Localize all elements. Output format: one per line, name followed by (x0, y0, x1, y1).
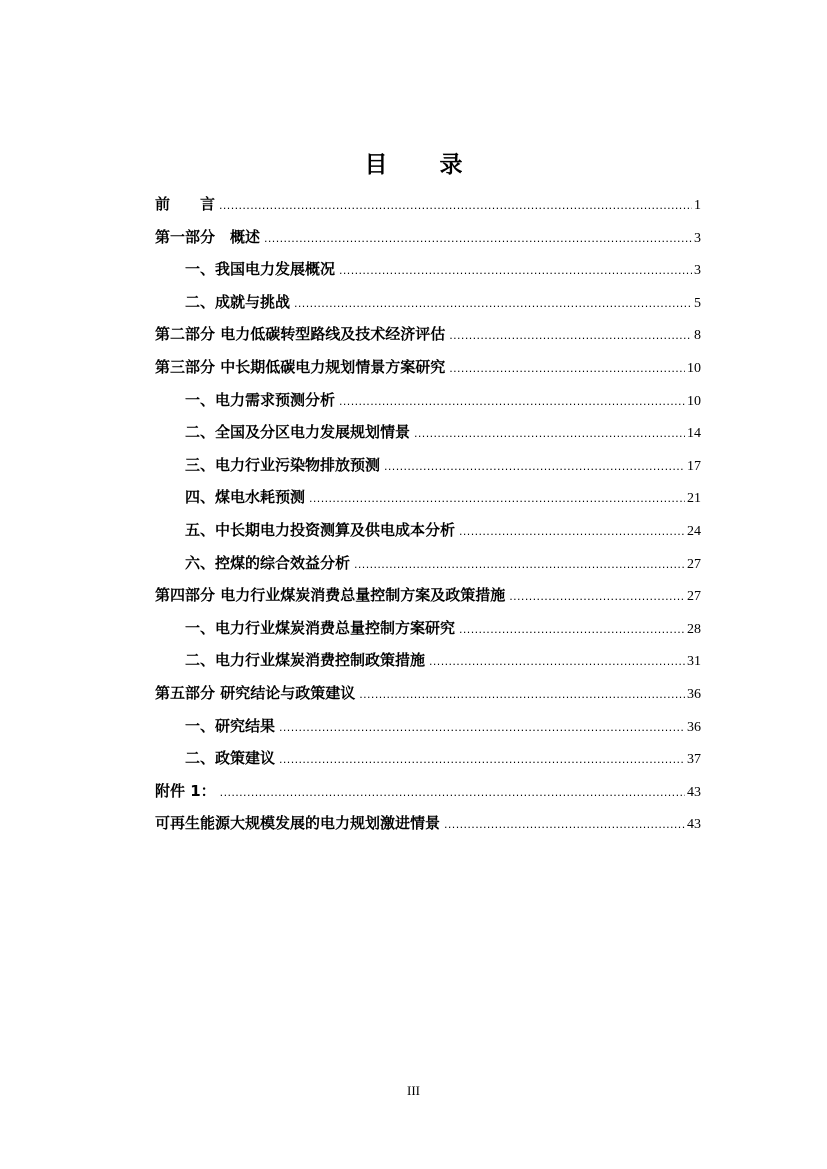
toc-entry-label: 一、研究结果 (185, 716, 276, 735)
toc-entry[interactable] (155, 188, 701, 221)
toc-entry[interactable] (155, 481, 701, 514)
toc-dot-leader (279, 712, 685, 745)
toc-entry-page: 36 (687, 719, 701, 735)
toc-entry-page: 5 (694, 295, 701, 311)
page-title: 目 录 (364, 152, 485, 178)
toc-entry[interactable] (155, 807, 701, 840)
toc-entry[interactable] (155, 612, 701, 645)
toc-entry[interactable] (155, 710, 701, 743)
toc-entry-label: 五、中长期电力投资测算及供电成本分析 (185, 520, 456, 539)
toc-entry-page: 10 (687, 360, 701, 376)
toc-dot-leader (429, 646, 685, 679)
page-number: III (407, 1083, 420, 1098)
toc-dot-leader (414, 418, 685, 451)
toc-dot-leader (444, 809, 685, 842)
toc-entry-page: 28 (687, 621, 701, 637)
toc-entry[interactable] (155, 514, 701, 547)
toc-dot-leader (339, 255, 692, 288)
toc-entry-page: 14 (687, 426, 701, 442)
toc-dot-leader (309, 483, 685, 516)
toc-entry-label: 二、电力行业煤炭消费控制政策措施 (185, 651, 426, 670)
toc-entry-page: 27 (687, 589, 701, 605)
toc-entry-label: 第三部分 中长期低碳电力规划情景方案研究 (155, 357, 446, 376)
toc-entry[interactable] (155, 351, 701, 384)
toc-entry-page: 31 (687, 654, 701, 670)
toc-entry[interactable] (155, 677, 701, 710)
toc-entry[interactable] (155, 253, 701, 286)
toc-entry-page: 27 (687, 556, 701, 572)
toc-entry-label: 一、我国电力发展概况 (185, 260, 336, 279)
toc-entry-label: 三、电力行业污染物排放预测 (185, 455, 381, 474)
toc-entry[interactable] (155, 644, 701, 677)
toc-entry-page: 36 (687, 686, 701, 702)
toc-entry-label: 六、控煤的综合效益分析 (185, 553, 351, 572)
toc-entry-label: 二、成就与挑战 (185, 292, 291, 311)
toc-entry-page: 3 (694, 230, 701, 246)
toc-entry-page: 37 (687, 752, 701, 768)
toc-entry[interactable] (155, 318, 701, 351)
toc-entry-label: 第四部分 电力行业煤炭消费总量控制方案及政策措施 (155, 586, 506, 605)
toc-dot-leader (220, 777, 685, 810)
toc-dot-leader (354, 549, 685, 582)
toc-dot-leader (459, 516, 685, 549)
toc-entry-label: 第二部分 电力低碳转型路线及技术经济评估 (155, 325, 446, 344)
toc-entry-label: 第五部分 研究结论与政策建议 (155, 683, 356, 702)
toc-entry-page: 17 (687, 458, 701, 474)
toc-entry-label: 二、全国及分区电力发展规划情景 (185, 423, 411, 442)
toc-entry-label: 一、电力行业煤炭消费总量控制方案研究 (185, 618, 456, 637)
toc-dot-leader (384, 451, 685, 484)
toc-dot-leader (339, 386, 685, 419)
toc-entry-page: 3 (694, 263, 701, 279)
toc-entry[interactable] (155, 579, 701, 612)
toc-dot-leader (449, 320, 692, 353)
toc-entry-label: 二、政策建议 (185, 749, 276, 768)
toc-entry[interactable] (155, 286, 701, 319)
toc-entry[interactable] (155, 384, 701, 417)
toc-entry-label: 四、煤电水耗预测 (185, 488, 306, 507)
toc-dot-leader (459, 614, 685, 647)
toc-entry-page: 24 (687, 523, 701, 539)
toc-dot-leader (219, 190, 692, 223)
toc-entry[interactable] (155, 449, 701, 482)
toc-entry-page: 21 (687, 491, 701, 507)
toc-dot-leader (279, 744, 685, 777)
toc-entry-page: 43 (687, 817, 701, 833)
toc-entry-page: 10 (687, 393, 701, 409)
toc-dot-leader (509, 581, 685, 614)
toc-dot-leader (294, 288, 692, 321)
toc-dot-leader (449, 353, 685, 386)
toc-entry-label: 附件 1： (155, 781, 216, 800)
toc-entry[interactable] (155, 547, 701, 580)
toc-entry[interactable] (155, 221, 701, 254)
toc-entry[interactable] (155, 775, 701, 808)
toc-entry-label: 前 言 (155, 195, 216, 213)
toc-entry-label: 可再生能源大规模发展的电力规划激进情景 (155, 814, 441, 833)
toc-entry-page: 1 (694, 198, 701, 213)
toc-entry[interactable] (155, 416, 701, 449)
table-of-contents (155, 188, 701, 840)
toc-entry-page: 43 (687, 784, 701, 800)
toc-entry-label: 一、电力需求预测分析 (185, 390, 336, 409)
toc-entry-page: 8 (694, 328, 701, 344)
toc-entry-label: 第一部分 概述 (155, 227, 261, 246)
toc-entry[interactable] (155, 742, 701, 775)
toc-dot-leader (359, 679, 685, 712)
toc-dot-leader (264, 223, 692, 256)
